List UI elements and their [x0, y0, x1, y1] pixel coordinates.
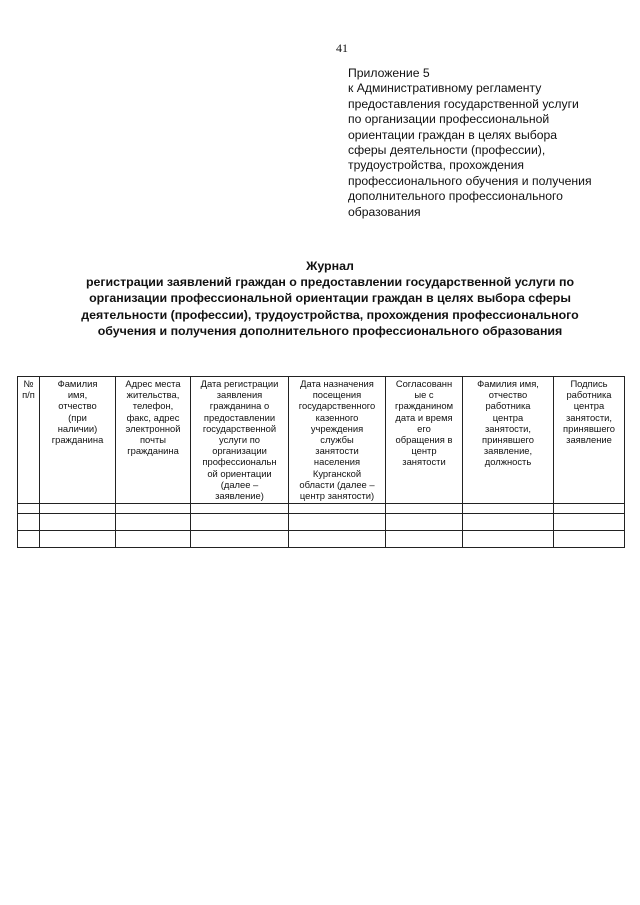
table-cell[interactable] [289, 504, 386, 514]
table-cell[interactable] [386, 514, 463, 531]
appendix-line: дополнительного профессионального [348, 189, 563, 204]
table-row [18, 504, 625, 514]
table-cell[interactable] [116, 514, 191, 531]
table-cell[interactable] [554, 531, 625, 548]
table-cell[interactable] [116, 504, 191, 514]
table-cell[interactable] [289, 531, 386, 548]
appendix-line: к Административному регламенту [348, 81, 542, 96]
journal-heading: Журнал [306, 259, 354, 273]
column-header-employee-name: Фамилия имя, отчество работника центра занятости, принявшего заявление, должность [463, 377, 554, 504]
table-cell[interactable] [18, 531, 40, 548]
appendix-line: по организации профессиональной [348, 112, 550, 127]
journal-title-line: организации профессиональной ориентации граждан в целях выбора сферы [89, 291, 571, 306]
table-cell[interactable] [18, 514, 40, 531]
column-header-employee-signature: Подпись работника центра занятости, принявшего заявление [554, 377, 625, 504]
table-cell[interactable] [40, 514, 116, 531]
table-cell[interactable] [463, 504, 554, 514]
registration-table [17, 376, 625, 548]
table-cell[interactable] [289, 514, 386, 531]
column-header-citizen-address: Адрес места жительства, телефон, факс, адрес электронной почты гражданина [116, 377, 191, 504]
column-header-number: № п/п [18, 377, 40, 504]
appendix-line: профессионального обучения и получения [348, 173, 592, 188]
table-cell[interactable] [554, 504, 625, 514]
appendix-line: Приложение 5 [348, 66, 430, 80]
table-cell[interactable] [40, 504, 116, 514]
table-cell[interactable] [116, 531, 191, 548]
table-cell[interactable] [386, 531, 463, 548]
column-header-agreed-date-time: Согласованн ые с гражданином дата и время его обращения в центр занятости [386, 377, 463, 504]
table-cell[interactable] [191, 514, 289, 531]
appendix-note [348, 66, 608, 220]
appendix-line: ориентации граждан в целях выбора [348, 127, 558, 142]
journal-title-line: деятельности (профессии), трудоустройства, прохождения профессионального [81, 307, 579, 322]
journal-title-line: обучения и получения дополнительного профессионального образования [97, 323, 563, 338]
table-header-row [18, 377, 625, 504]
table-cell[interactable] [191, 531, 289, 548]
table-cell[interactable] [191, 504, 289, 514]
appendix-line: предоставления государственной услуги [348, 96, 579, 111]
table-cell[interactable] [18, 504, 40, 514]
table-cell[interactable] [463, 531, 554, 548]
table-cell[interactable] [463, 514, 554, 531]
journal-title-line: регистрации заявлений граждан о предоставлении государственной услуги по [85, 275, 575, 290]
column-header-visit-date: Дата назначения посещения государственного казенного учреждения службы занятости населения Курганской области (далее – центр занятости) [289, 377, 386, 504]
appendix-line: образования [348, 204, 421, 219]
journal-title [60, 258, 600, 339]
column-header-registration-date: Дата регистрации заявления гражданина о предоставлении государственной услуги по организации профессиональн ой ориентации (далее – заявление) [191, 377, 289, 504]
table-row [18, 531, 625, 548]
table-cell[interactable] [386, 504, 463, 514]
table-cell[interactable] [40, 531, 116, 548]
appendix-line: сферы деятельности (профессии), [348, 143, 546, 158]
appendix-line: трудоустройства, прохождения [348, 158, 525, 173]
column-header-citizen-name: Фамилия имя, отчество (при наличии) гражданина [40, 377, 116, 504]
table-cell[interactable] [554, 514, 625, 531]
table-row [18, 514, 625, 531]
page-number: 41 [336, 41, 348, 55]
